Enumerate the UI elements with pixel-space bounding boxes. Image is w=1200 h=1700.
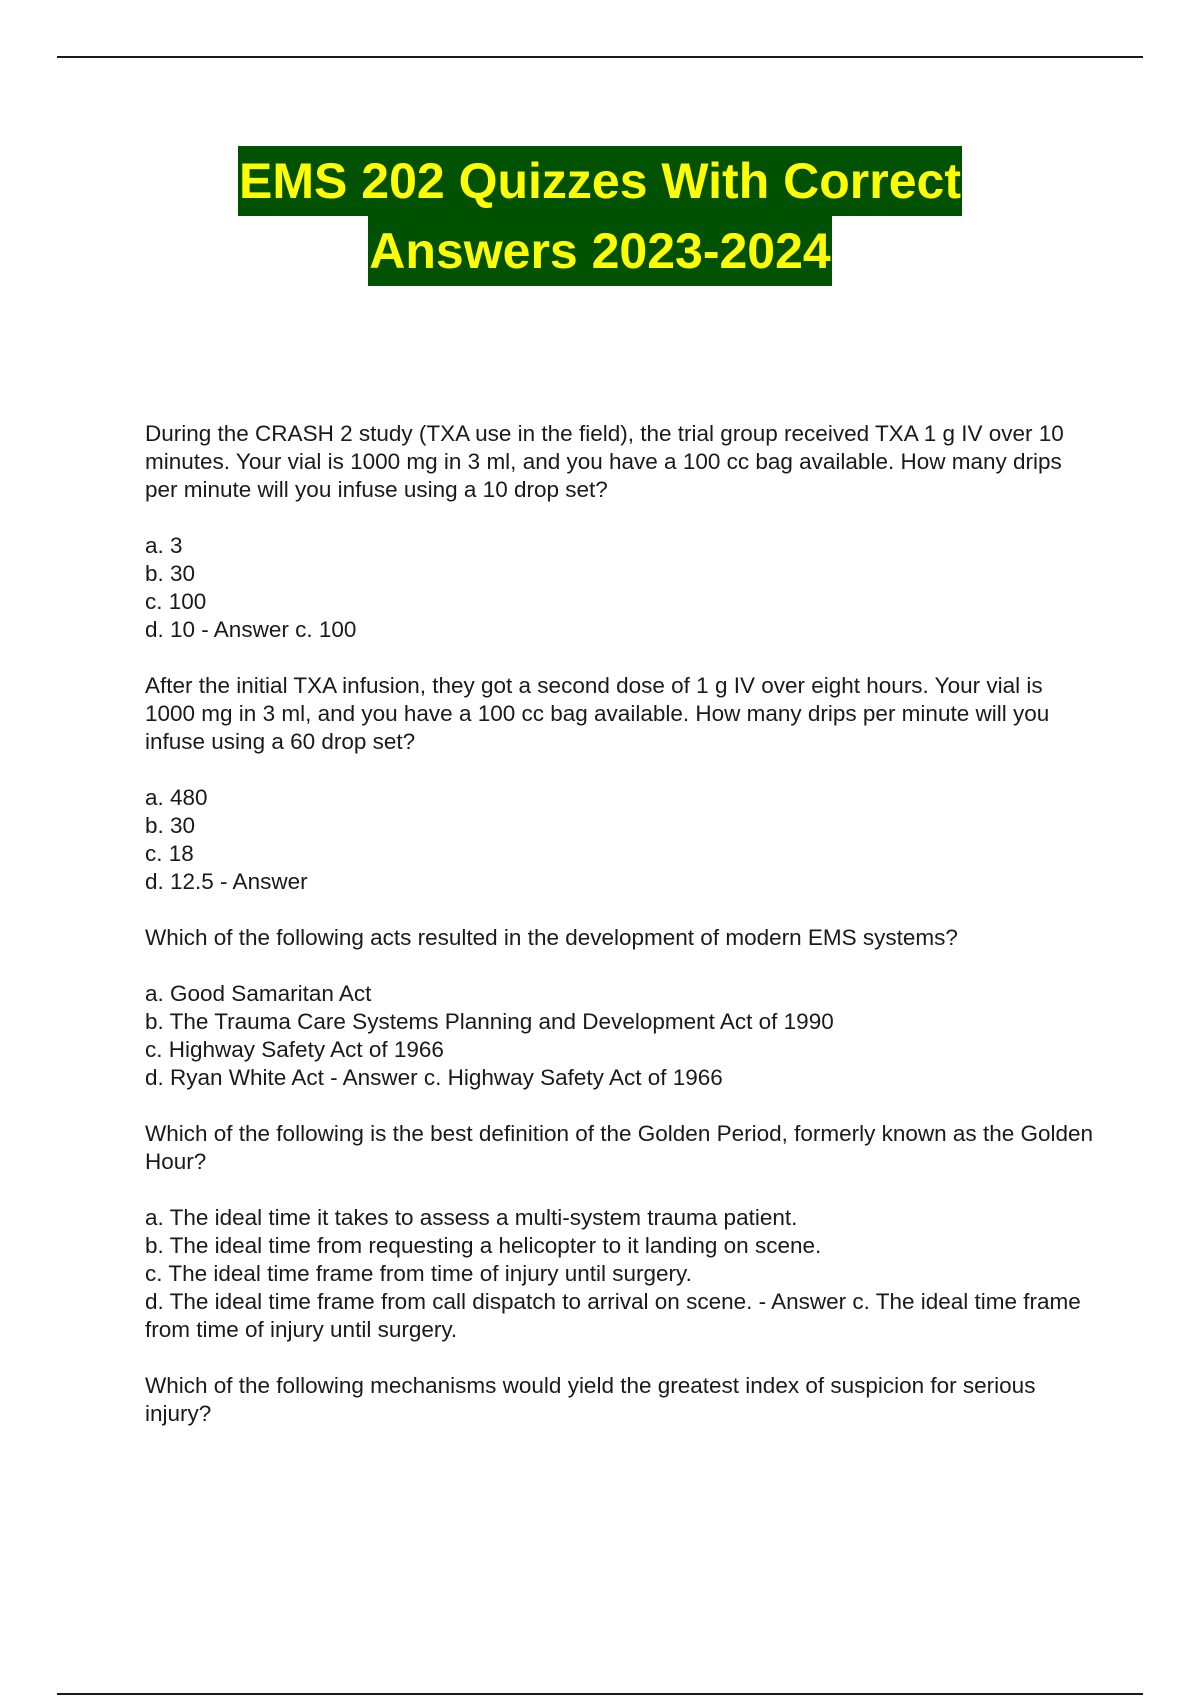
option-c: c. 18 <box>145 841 194 866</box>
top-rule <box>57 56 1143 58</box>
option-d-answer: d. 10 - Answer c. 100 <box>145 617 357 642</box>
option-a: a. 480 <box>145 785 208 810</box>
question-stem: Which of the following mechanisms would yield the greatest index of suspicion for serious injury? <box>145 1373 1036 1426</box>
option-d-answer: d. The ideal time frame from call dispatch to arrival on scene. - Answer c. The ideal time frame from time of injury until surgery. <box>145 1289 1081 1342</box>
quiz-content <box>145 420 1095 1456</box>
option-c: c. Highway Safety Act of 1966 <box>145 1037 444 1062</box>
option-a: a. The ideal time it takes to assess a multi-system trauma patient. <box>145 1205 798 1230</box>
option-d-answer: d. 12.5 - Answer <box>145 869 308 894</box>
question-1 <box>145 420 1095 644</box>
question-stem: Which of the following acts resulted in the development of modern EMS systems? <box>145 925 958 950</box>
answer-options <box>145 532 1095 644</box>
question-stem: Which of the following is the best definition of the Golden Period, formerly known as the Golden Hour? <box>145 1121 1094 1174</box>
question-5 <box>145 1372 1095 1428</box>
option-c: c. The ideal time frame from time of injury until surgery. <box>145 1261 692 1286</box>
bottom-rule <box>57 1693 1143 1695</box>
option-b: b. The Trauma Care Systems Planning and Development Act of 1990 <box>145 1009 834 1034</box>
question-4 <box>145 1120 1095 1344</box>
title-line-1: EMS 202 Quizzes With Correct <box>238 146 962 216</box>
option-d-answer: d. Ryan White Act - Answer c. Highway Safety Act of 1966 <box>145 1065 723 1090</box>
option-b: b. 30 <box>145 561 196 586</box>
option-a: a. 3 <box>145 533 183 558</box>
option-b: b. 30 <box>145 813 196 838</box>
option-b: b. The ideal time from requesting a helicopter to it landing on scene. <box>145 1233 822 1258</box>
option-a: a. Good Samaritan Act <box>145 981 372 1006</box>
question-3 <box>145 924 1095 1092</box>
question-stem: After the initial TXA infusion, they got a second dose of 1 g IV over eight hours. Your vial is 1000 mg in 3 ml, and you have a 100 cc bag available. How many drips per minute will you infuse using a 60 drop set? <box>145 673 1050 754</box>
document-title <box>0 146 1200 286</box>
answer-options <box>145 980 1095 1092</box>
title-line-2: Answers 2023-2024 <box>368 216 831 286</box>
question-2 <box>145 672 1095 896</box>
option-c: c. 100 <box>145 589 207 614</box>
answer-options <box>145 784 1095 896</box>
question-stem: During the CRASH 2 study (TXA use in the field), the trial group received TXA 1 g IV over 10 minutes. Your vial is 1000 mg in 3 ml, and you have a 100 cc bag available. How many drips per minute will you infuse using a 10 drop set? <box>145 421 1064 502</box>
answer-options <box>145 1204 1095 1344</box>
